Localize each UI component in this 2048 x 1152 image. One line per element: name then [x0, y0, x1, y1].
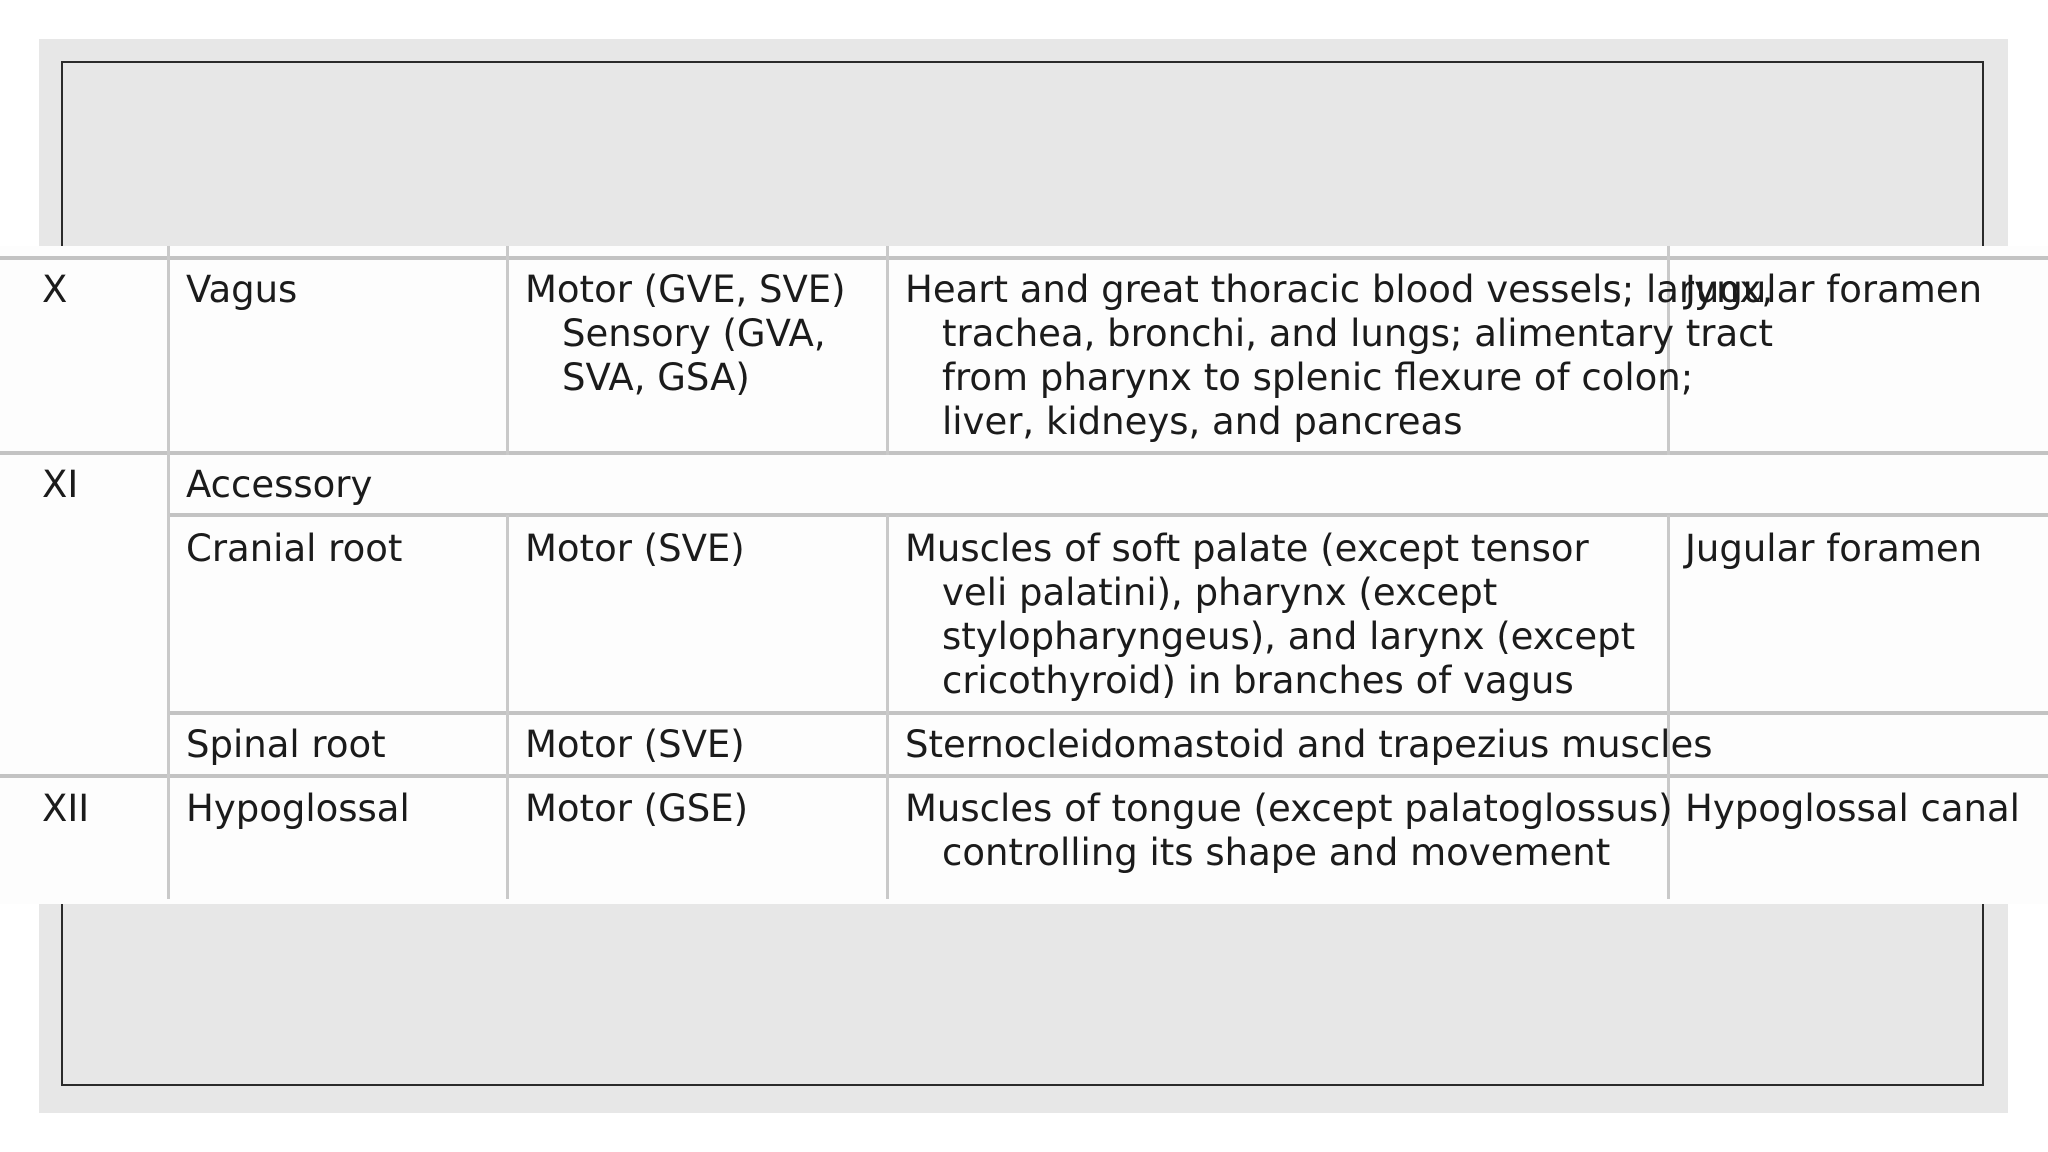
cell-line: liver, kidneys, and pancreas: [942, 400, 1463, 443]
nerve-type: [525, 723, 745, 767]
cell-line: Jugular foramen: [1685, 268, 1983, 311]
cell-line: Hypoglossal canal: [1685, 787, 2020, 830]
nerve-exit: [1685, 527, 1982, 571]
cell-line: Motor (SVE): [525, 527, 745, 570]
column-divider: [167, 246, 170, 899]
nerve-type: [525, 527, 745, 571]
nerve-innervation: [905, 723, 1713, 767]
cell-line: Motor (GVE, SVE): [525, 268, 846, 311]
column-divider: [886, 246, 889, 455]
nerve-exit: [1685, 787, 2020, 831]
nerve-name: [186, 268, 297, 312]
nerve-innervation: [905, 527, 1635, 703]
cell-line: Motor (SVE): [525, 723, 745, 766]
cell-line: Hypoglossal: [186, 787, 410, 830]
nerve-type: [525, 787, 748, 831]
cell-line: Muscles of soft palate (except tensor: [905, 527, 1589, 570]
nerve-exit: [1685, 268, 1982, 312]
nerve-innervation: [905, 268, 1773, 444]
cell-line: Cranial root: [186, 527, 403, 570]
column-divider: [506, 246, 509, 455]
row-divider: [0, 774, 2048, 778]
cell-line: Spinal root: [186, 723, 386, 766]
cell-line: trachea, bronchi, and lungs; alimentary tract: [942, 312, 1774, 355]
cell-line: controlling its shape and movement: [942, 831, 1611, 874]
cell-line: XI: [42, 463, 79, 506]
row-divider: [167, 711, 2048, 715]
nerve-name: [186, 463, 372, 507]
cell-line: Accessory: [186, 463, 373, 506]
nerve-type: [525, 268, 846, 400]
cell-line: XII: [42, 787, 90, 830]
cell-line: Jugular foramen: [1685, 527, 1983, 570]
nerve-numeral: [42, 463, 78, 507]
column-divider: [506, 515, 509, 899]
cell-line: Heart and great thoracic blood vessels; larynx,: [905, 268, 1774, 311]
column-divider: [886, 515, 889, 899]
cell-line: Motor (GSE): [525, 787, 749, 830]
cell-line: veli palatini), pharynx (except: [942, 571, 1498, 614]
row-divider: [167, 513, 2048, 517]
cell-line: cricothyroid) in branches of vagus: [942, 659, 1574, 702]
cell-line: X: [42, 268, 68, 311]
row-divider: [0, 256, 2048, 260]
nerve-numeral: [42, 787, 89, 831]
cell-line: SVA, GSA): [562, 356, 750, 399]
cell-line: Sensory (GVA,: [562, 312, 826, 355]
cell-line: stylopharyngeus), and larynx (except: [942, 615, 1636, 658]
nerve-numeral: [42, 268, 67, 312]
cell-line: Sternocleidomastoid and trapezius muscles: [905, 723, 1713, 766]
cell-line: Muscles of tongue (except palatoglossus): [905, 787, 1673, 830]
cranial-nerve-table: [0, 246, 2048, 904]
row-divider: [0, 451, 2048, 455]
nerve-name: [186, 527, 402, 571]
nerve-innervation: [905, 787, 1673, 875]
nerve-name: [186, 723, 386, 767]
cell-line: Vagus: [186, 268, 298, 311]
cell-line: from pharynx to splenic flexure of colon;: [942, 356, 1694, 399]
nerve-name: [186, 787, 410, 831]
